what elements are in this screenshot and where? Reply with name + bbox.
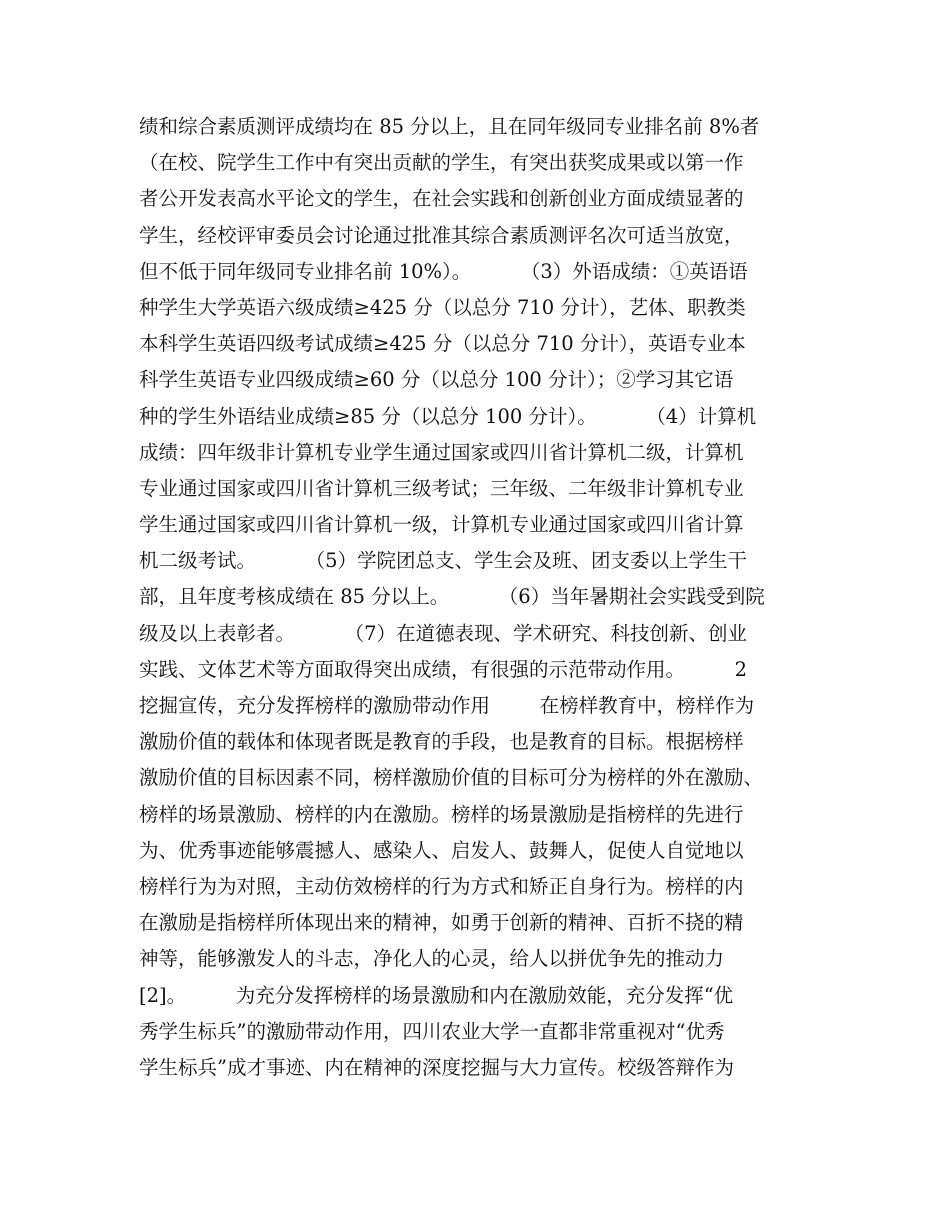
text-line: 部，且年度考核成绩在 85 分以上。 （6）当年暑期社会实践受到院 bbox=[139, 585, 765, 609]
text-line: 榜样的场景激励、榜样的内在激励。榜样的场景激励是指榜样的先进行 bbox=[139, 802, 744, 826]
body-text bbox=[139, 109, 829, 1086]
text-line: 专业通过国家或四川省计算机三级考试；三年级、二年级非计算机专业 bbox=[139, 476, 744, 500]
text-line: 为、优秀事迹能够震撼人、感染人、启发人、鼓舞人，促使人自觉地以 bbox=[139, 838, 744, 862]
text-line: 榜样行为为对照，主动仿效榜样的行为方式和矫正自身行为。榜样的内 bbox=[139, 874, 744, 898]
text-line: 者公开发表高水平论文的学生，在社会实践和创新创业方面成绩显著的 bbox=[139, 187, 744, 211]
text-line: 在激励是指榜样所体现出来的精神，如勇于创新的精神、百折不挠的精 bbox=[139, 911, 744, 935]
text-line: 激励价值的目标因素不同，榜样激励价值的目标可分为榜样的外在激励、 bbox=[139, 766, 764, 790]
text-line: 成绩：四年级非计算机专业学生通过国家或四川省计算机二级，计算机 bbox=[139, 440, 744, 464]
text-line: 种学生大学英语六级成绩≥425 分（以总分 710 分计），艺体、职教类 bbox=[139, 295, 746, 319]
text-line: 种的学生外语结业成绩≥85 分（以总分 100 分计）。 （4）计算机 bbox=[139, 404, 757, 428]
text-line: 学生通过国家或四川省计算机一级，计算机专业通过国家或四川省计算 bbox=[139, 513, 744, 537]
text-line: 挖掘宣传，充分发挥榜样的激励带动作用 在榜样教育中，榜样作为 bbox=[139, 694, 755, 717]
text-line: 神等，能够激发人的斗志，净化人的心灵，给人以拼优争先的推动力 bbox=[139, 947, 725, 971]
text-line: 实践、文体艺术等方面取得突出成绩，有很强的示范带动作用。 2 bbox=[139, 657, 747, 681]
text-line: [2]。 为充分发挥榜样的场景激励和内在激励效能，充分发挥“优 bbox=[139, 983, 734, 1007]
text-line: 绩和综合素质测评成绩均在 85 分以上，且在同年级同专业排名前 8%者 bbox=[139, 115, 760, 138]
text-line: （在校、院学生工作中有突出贡献的学生，有突出获奖成果或以第一作 bbox=[139, 151, 744, 175]
text-line: 学生标兵”成才事迹、内在精神的深度挖掘与大力宣传。校级答辩作为 bbox=[139, 1055, 734, 1079]
text-line: 机二级考试。 （5）学院团总支、学生会及班、团支委以上学生干 bbox=[139, 549, 747, 573]
text-line: 但不低于同年级同专业排名前 10%）。 （3）外语成绩：①英语语 bbox=[139, 259, 748, 283]
text-line: 本科学生英语四级考试成绩≥425 分（以总分 710 分计），英语专业本 bbox=[139, 332, 746, 356]
text-line: 学生，经校评审委员会讨论通过批准其综合素质测评名次可适当放宽， bbox=[139, 223, 744, 247]
text-line: 科学生英语专业四级成绩≥60 分（以总分 100 分计）；②学习其它语 bbox=[139, 368, 734, 392]
text-line: 激励价值的载体和体现者既是教育的手段，也是教育的目标。根据榜样 bbox=[139, 730, 744, 754]
text-line: 级及以上表彰者。 （7）在道德表现、学术研究、科技创新、创业 bbox=[139, 621, 747, 645]
text-line: 秀学生标兵”的激励带动作用，四川农业大学一直都非常重视对“优秀 bbox=[139, 1019, 725, 1043]
